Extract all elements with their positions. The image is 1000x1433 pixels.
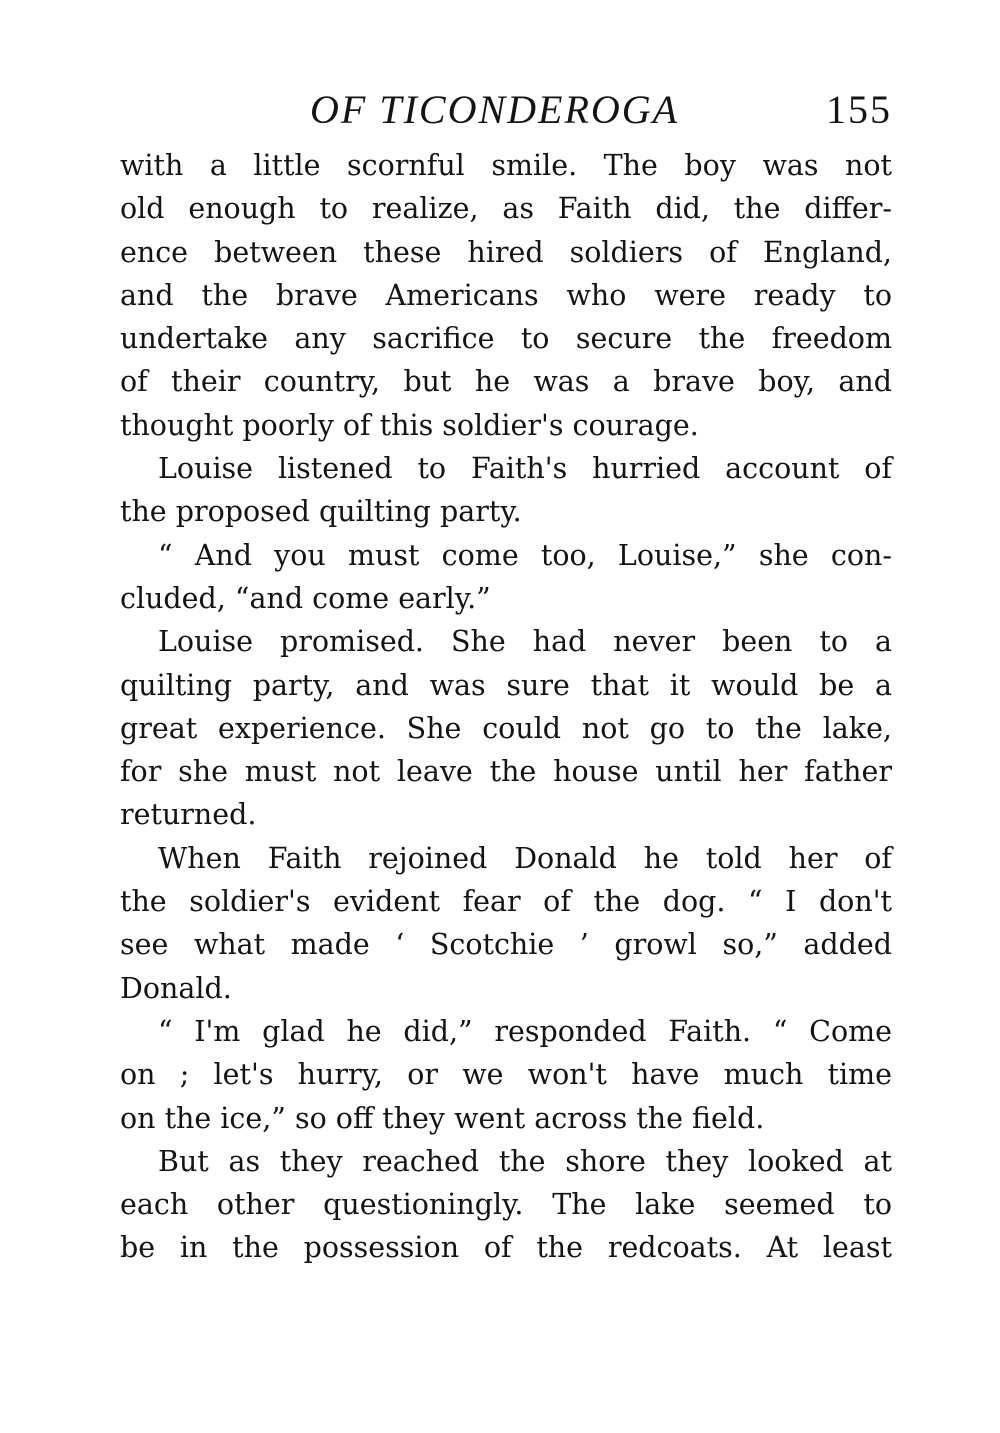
text-line: each other questioningly. The lake seemed to <box>120 1188 892 1222</box>
text-line: on the ice,” so off they went across the field. <box>120 1101 765 1135</box>
book-page <box>120 86 892 1270</box>
text-line: old enough to realize, as Faith did, the differ- <box>120 192 892 226</box>
paragraph <box>120 1010 892 1140</box>
text-line: cluded, “and come early.” <box>120 581 491 615</box>
text-line: with a little scornful smile. The boy was not <box>120 149 892 182</box>
text-line: thought poorly of this soldier's courage. <box>120 408 699 442</box>
running-head <box>120 86 892 138</box>
paragraph <box>120 144 892 447</box>
paragraph <box>120 1140 892 1270</box>
paragraph <box>120 534 892 621</box>
text-line: of their country, but he was a brave boy, and <box>120 365 892 399</box>
text-line: returned. <box>120 798 257 832</box>
text-line: “ And you must come too, Louise,” she con- <box>158 538 892 572</box>
paragraph <box>120 837 892 1010</box>
text-line: quilting party, and was sure that it would be a <box>120 668 892 702</box>
text-line: Donald. <box>120 971 232 1005</box>
text-line: But as they reached the shore they looked at <box>158 1144 892 1178</box>
running-title: OF TICONDEROGA <box>310 87 680 132</box>
text-line: Louise promised. She had never been to a <box>158 625 892 659</box>
text-line: ence between these hired soldiers of England, <box>120 235 892 269</box>
text-line: the soldier's evident fear of the dog. “ I don't <box>120 885 892 919</box>
text-line: undertake any sacrifice to secure the freedom <box>120 322 892 356</box>
text-line: on ; let's hurry, or we won't have much time <box>120 1058 892 1092</box>
text-line: great experience. She could not go to the lake, <box>120 711 892 745</box>
text-line: the proposed quilting party. <box>120 495 522 529</box>
text-line: be in the possession of the redcoats. At least <box>120 1231 892 1265</box>
text-line: Louise listened to Faith's hurried account of <box>158 452 892 486</box>
text-line: and the brave Americans who were ready to <box>120 278 892 312</box>
text-line: When Faith rejoined Donald he told her of <box>158 841 892 875</box>
paragraph <box>120 447 892 534</box>
body-text <box>120 144 892 1270</box>
text-line: see what made ‘ Scotchie ’ growl so,” added <box>120 928 892 962</box>
text-line: for she must not leave the house until her father <box>120 755 892 789</box>
text-line: “ I'm glad he did,” responded Faith. “ Come <box>158 1014 892 1048</box>
paragraph <box>120 620 892 836</box>
page-number: 155 <box>826 87 892 132</box>
